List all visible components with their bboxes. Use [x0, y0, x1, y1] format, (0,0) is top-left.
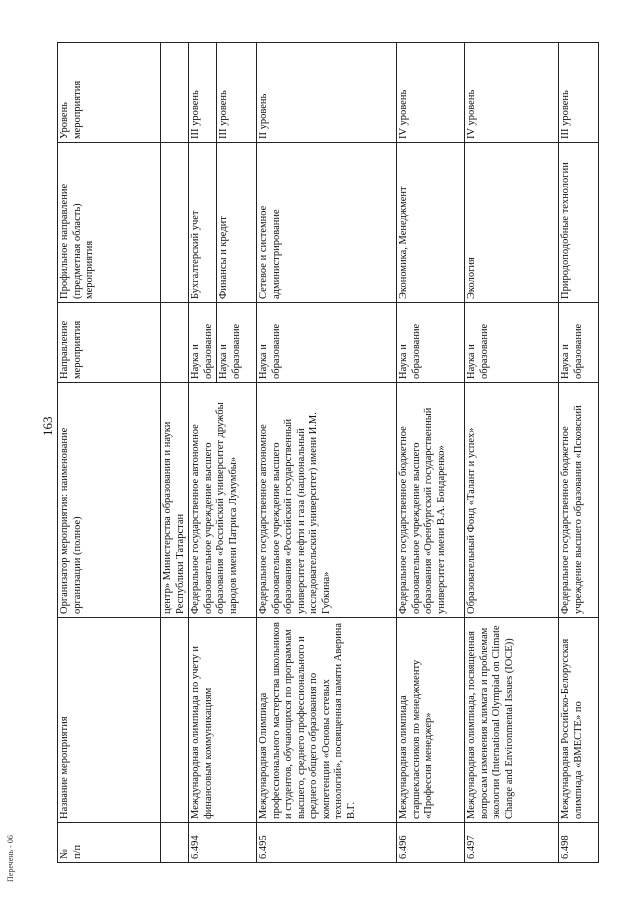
table-row: [189, 43, 217, 863]
row-number: 6.498: [559, 823, 599, 863]
events-table: [57, 42, 599, 863]
event-name: Международная олимпиада, посвященная вопросам изменения климата и проблемам экологии (International Olympiad on Climate Change and Environmental Issues (IOCE)): [465, 618, 559, 823]
event-name: Международная олимпиада по учету и финансовым коммуникациям: [189, 618, 257, 823]
row-number: 6.496: [397, 823, 465, 863]
event-level: III уровень: [559, 43, 599, 143]
events-table-rotated: [57, 43, 584, 863]
cell-profile: [161, 143, 189, 303]
event-direction: Наука и образование: [189, 303, 217, 383]
event-level: IV уровень: [397, 43, 465, 143]
event-name: Международная Олимпиада профессионального мастерства школьников и студентов, обучающихся по программам высшего, среднего профессионального и среднего общего образования по компетенции «Основы сетевых технологий», посвященная памяти Аверина В.Г.: [257, 618, 397, 823]
row-number: 6.495: [257, 823, 397, 863]
cell-name: [161, 618, 189, 823]
footer-code: Перечень - 06: [6, 835, 15, 882]
table-row: [465, 43, 559, 863]
cell-num: [161, 823, 189, 863]
event-organizer: Федеральное государственное автономное образовательное учреждение высшего образования «Российский университет дружбы народов имени Патриса Лумумбы»: [189, 383, 257, 618]
event-profile: Экология: [465, 143, 559, 303]
event-level: III уровень: [217, 43, 257, 143]
header-num: № п/п: [58, 823, 161, 863]
header-profile: Профильное направление (предметная область) мероприятия: [58, 143, 161, 303]
event-direction: Наука и образование: [397, 303, 465, 383]
event-level: IV уровень: [465, 43, 559, 143]
event-profile: Финансы и кредит: [217, 143, 257, 303]
header-direction: Направление мероприятия: [58, 303, 161, 383]
row-number: 6.494: [189, 823, 257, 863]
event-direction: Наука и образование: [465, 303, 559, 383]
event-name: Международная олимпиада старшеклассников по менеджменту «Профессия менеджер»: [397, 618, 465, 823]
event-organizer: Федеральное государственное бюджетное учреждение высшего образования «Псковский: [559, 383, 599, 618]
row-number: 6.497: [465, 823, 559, 863]
continuation-row: [161, 43, 189, 863]
event-profile: Природоподобные технологии: [559, 143, 599, 303]
cell-organizer: центр» Министерства образования и науки Республики Татарстан: [161, 383, 189, 618]
cell-level: [161, 43, 189, 143]
event-profile: Сетевое и системное администрирование: [257, 143, 397, 303]
table-row: [559, 43, 599, 863]
event-organizer: Федеральное государственное автономное образовательное учреждение высшего образования «Российский государственный университет нефти и газа (национальный исследовательский университет) имени И.М. Губкина»: [257, 383, 397, 618]
event-organizer: Образовательный Фонд «Талант и успех»: [465, 383, 559, 618]
event-organizer: Федеральное государственное бюджетное образовательное учреждение высшего образования «Оренбургский государственный университет имени В.А. Бондаренко»: [397, 383, 465, 618]
event-name: Международная Российско-Белорусская олимпиада «ВМЕСТЕ» по: [559, 618, 599, 823]
event-level: III уровень: [189, 43, 217, 143]
header-organizer: Организатор мероприятия: наименование организации (полное): [58, 383, 161, 618]
page-number: 163: [40, 416, 55, 436]
event-direction: Наука и образование: [217, 303, 257, 383]
event-direction: Наука и образование: [559, 303, 599, 383]
header-level: Уровень мероприятия: [58, 43, 161, 143]
event-profile: Экономика, Менеджмент: [397, 143, 465, 303]
event-profile: Бухгалтерский учет: [189, 143, 217, 303]
table-row: [397, 43, 465, 863]
header-name: Название мероприятия: [58, 618, 161, 823]
table-row: [257, 43, 397, 863]
cell-direction: [161, 303, 189, 383]
event-direction: Наука и образование: [257, 303, 397, 383]
header-row: [58, 43, 161, 863]
event-level: II уровень: [257, 43, 397, 143]
